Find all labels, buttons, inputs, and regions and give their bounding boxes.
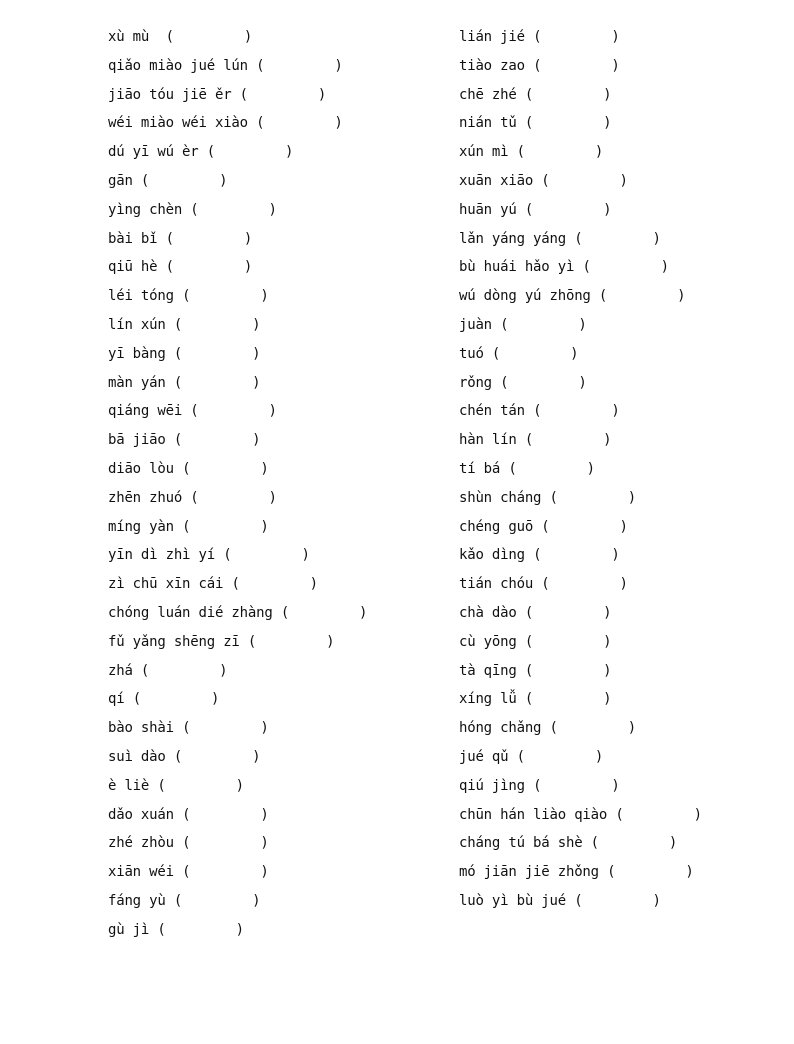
pinyin-item xyxy=(108,632,367,661)
open-paren: ( xyxy=(182,806,191,823)
close-paren: ) xyxy=(285,144,294,161)
close-paren: ) xyxy=(268,403,277,420)
open-paren: ( xyxy=(524,662,534,679)
pinyin-item xyxy=(108,373,367,402)
pinyin-text: yìng chèn xyxy=(108,201,183,218)
pinyin-text: chūn hán liào qiào xyxy=(459,806,608,823)
close-paren: ) xyxy=(652,230,661,247)
pinyin-item xyxy=(108,833,367,862)
open-paren: ( xyxy=(500,374,509,391)
open-paren: ( xyxy=(182,460,191,477)
open-paren: ( xyxy=(247,633,257,650)
pinyin-text: diāo lòu xyxy=(108,460,174,477)
close-paren: ) xyxy=(235,777,244,794)
close-paren: ) xyxy=(260,864,269,881)
close-paren: ) xyxy=(252,748,261,765)
close-paren: ) xyxy=(317,86,327,103)
pinyin-item xyxy=(108,344,367,373)
pinyin-item xyxy=(459,315,702,344)
open-paren: ( xyxy=(165,230,174,247)
pinyin-item xyxy=(459,545,702,574)
pinyin-text: è liè xyxy=(108,777,150,794)
open-paren: ( xyxy=(598,288,608,305)
open-paren: ( xyxy=(206,144,215,161)
pinyin-item xyxy=(108,661,367,690)
pinyin-text: yīn dì zhì yí xyxy=(108,547,215,564)
open-paren: ( xyxy=(491,345,501,362)
pinyin-text: tí bá xyxy=(459,460,501,477)
pinyin-text: xún mì xyxy=(459,144,509,161)
close-paren: ) xyxy=(594,144,604,161)
pinyin-item xyxy=(459,27,702,56)
close-paren: ) xyxy=(603,432,612,449)
close-paren: ) xyxy=(603,604,612,621)
pinyin-text: bào shài xyxy=(108,720,174,737)
close-paren: ) xyxy=(611,547,620,564)
open-paren: ( xyxy=(223,547,232,564)
open-paren: ( xyxy=(533,29,542,45)
close-paren: ) xyxy=(260,806,269,823)
pinyin-text: rǒng xyxy=(459,374,492,391)
pinyin-item xyxy=(108,113,367,142)
close-paren: ) xyxy=(252,432,261,449)
open-paren: ( xyxy=(182,835,191,852)
open-paren: ( xyxy=(524,86,534,103)
pinyin-text: shùn cháng xyxy=(459,489,542,506)
close-paren: ) xyxy=(619,172,628,189)
close-paren: ) xyxy=(359,604,368,621)
open-paren: ( xyxy=(533,57,542,74)
pinyin-item xyxy=(459,891,702,920)
close-paren: ) xyxy=(627,720,636,737)
open-paren: ( xyxy=(165,29,174,45)
close-paren: ) xyxy=(235,921,244,938)
close-paren: ) xyxy=(619,576,628,593)
pinyin-text: qiáng wēi xyxy=(108,403,183,420)
pinyin-item xyxy=(459,171,702,200)
close-paren: ) xyxy=(627,489,636,506)
open-paren: ( xyxy=(541,172,550,189)
pinyin-text: zhá xyxy=(108,662,133,679)
close-paren: ) xyxy=(685,864,694,881)
pinyin-item xyxy=(459,747,702,776)
pinyin-item xyxy=(459,257,702,286)
close-paren: ) xyxy=(252,316,261,333)
open-paren: ( xyxy=(524,633,534,650)
close-paren: ) xyxy=(570,345,579,362)
pinyin-item xyxy=(108,488,367,517)
pinyin-text: fǔ yǎng shēng zī xyxy=(108,633,240,650)
pinyin-text: yī bàng xyxy=(108,345,166,362)
pinyin-text: hàn lín xyxy=(459,432,517,449)
pinyin-item xyxy=(108,27,367,56)
pinyin-text: tiào zao xyxy=(459,57,525,74)
open-paren: ( xyxy=(574,230,583,247)
pinyin-item xyxy=(459,142,702,171)
open-paren: ( xyxy=(524,604,534,621)
pinyin-text: cù yōng xyxy=(459,633,517,650)
open-paren: ( xyxy=(516,748,525,765)
pinyin-text: chóng luán dié zhàng xyxy=(108,604,273,621)
close-paren: ) xyxy=(260,720,269,737)
open-paren: ( xyxy=(524,115,534,132)
open-paren: ( xyxy=(190,489,199,506)
pinyin-item xyxy=(108,517,367,546)
pinyin-item xyxy=(459,229,702,258)
close-paren: ) xyxy=(219,172,228,189)
pinyin-item xyxy=(108,142,367,171)
pinyin-text: dǎo xuán xyxy=(108,806,174,823)
close-paren: ) xyxy=(243,29,253,45)
open-paren: ( xyxy=(173,748,183,765)
open-paren: ( xyxy=(524,201,534,218)
pinyin-item xyxy=(459,401,702,430)
pinyin-text: kǎo dìng xyxy=(459,547,525,564)
close-paren: ) xyxy=(603,662,612,679)
pinyin-item xyxy=(108,401,367,430)
pinyin-text: hóng chǎng xyxy=(459,720,542,737)
pinyin-item xyxy=(459,632,702,661)
pinyin-text: bài bǐ xyxy=(108,230,158,247)
pinyin-text: mó jiān jiē zhǒng xyxy=(459,864,599,881)
close-paren: ) xyxy=(301,547,310,564)
pinyin-item xyxy=(108,200,367,229)
pinyin-text: chéng guō xyxy=(459,518,534,535)
close-paren: ) xyxy=(334,115,343,132)
pinyin-item xyxy=(108,718,367,747)
open-paren: ( xyxy=(541,576,550,593)
pinyin-item xyxy=(459,661,702,690)
close-paren: ) xyxy=(219,662,228,679)
close-paren: ) xyxy=(260,460,269,477)
close-paren: ) xyxy=(268,201,277,218)
pinyin-item xyxy=(459,689,702,718)
pinyin-text: qiǎo miào jué lún xyxy=(108,57,248,74)
pinyin-item xyxy=(108,85,367,114)
open-paren: ( xyxy=(173,316,183,333)
pinyin-item xyxy=(459,373,702,402)
pinyin-item xyxy=(108,257,367,286)
open-paren: ( xyxy=(157,921,166,938)
pinyin-item xyxy=(108,574,367,603)
pinyin-item xyxy=(108,545,367,574)
pinyin-item xyxy=(108,430,367,459)
pinyin-item xyxy=(459,776,702,805)
pinyin-text: gù jì xyxy=(108,921,150,938)
close-paren: ) xyxy=(603,201,612,218)
pinyin-text: chà dào xyxy=(459,604,517,621)
pinyin-text: lián jié xyxy=(459,29,525,45)
pinyin-item xyxy=(108,862,367,891)
close-paren: ) xyxy=(260,518,269,535)
close-paren: ) xyxy=(611,29,620,45)
close-paren: ) xyxy=(603,86,612,103)
open-paren: ( xyxy=(524,432,534,449)
pinyin-text: chē zhé xyxy=(459,86,517,103)
close-paren: ) xyxy=(268,489,277,506)
close-paren: ) xyxy=(611,403,620,420)
open-paren: ( xyxy=(615,806,624,823)
close-paren: ) xyxy=(252,345,261,362)
pinyin-text: chén tán xyxy=(459,403,525,420)
pinyin-text: tián chóu xyxy=(459,576,534,593)
open-paren: ( xyxy=(549,489,558,506)
pinyin-text: zì chū xīn cái xyxy=(108,576,224,593)
open-paren: ( xyxy=(173,345,183,362)
pinyin-item xyxy=(459,113,702,142)
open-paren: ( xyxy=(132,691,141,708)
pinyin-text: wú dòng yú zhōng xyxy=(459,288,591,305)
pinyin-item xyxy=(108,689,367,718)
pinyin-text: huān yú xyxy=(459,201,517,218)
close-paren: ) xyxy=(668,835,678,852)
open-paren: ( xyxy=(165,259,174,276)
close-paren: ) xyxy=(603,115,612,132)
close-paren: ) xyxy=(594,748,604,765)
open-paren: ( xyxy=(256,115,265,132)
close-paren: ) xyxy=(660,259,669,276)
pinyin-item xyxy=(459,459,702,488)
pinyin-text: xuān xiāo xyxy=(459,172,534,189)
pinyin-text: lǎn yáng yáng xyxy=(459,230,566,247)
right-column xyxy=(459,27,702,920)
open-paren: ( xyxy=(582,259,591,276)
close-paren: ) xyxy=(652,892,661,909)
pinyin-item xyxy=(108,315,367,344)
pinyin-item xyxy=(108,747,367,776)
open-paren: ( xyxy=(173,432,183,449)
close-paren: ) xyxy=(619,518,628,535)
open-paren: ( xyxy=(231,576,240,593)
open-paren: ( xyxy=(140,172,150,189)
pinyin-text: màn yán xyxy=(108,374,166,391)
pinyin-item xyxy=(459,833,702,862)
pinyin-text: juàn xyxy=(459,316,492,333)
pinyin-item xyxy=(108,776,367,805)
close-paren: ) xyxy=(578,374,587,391)
open-paren: ( xyxy=(607,864,616,881)
pinyin-text: xù mù xyxy=(108,29,158,45)
close-paren: ) xyxy=(252,892,261,909)
close-paren: ) xyxy=(603,691,612,708)
pinyin-item xyxy=(108,805,367,834)
open-paren: ( xyxy=(508,460,517,477)
pinyin-item xyxy=(108,171,367,200)
pinyin-item xyxy=(108,891,367,920)
open-paren: ( xyxy=(256,57,265,74)
pinyin-text: tà qīng xyxy=(459,662,517,679)
open-paren: ( xyxy=(157,777,166,794)
pinyin-text: nián tǔ xyxy=(459,115,517,132)
open-paren: ( xyxy=(500,316,509,333)
open-paren: ( xyxy=(280,604,290,621)
open-paren: ( xyxy=(173,374,183,391)
pinyin-text: zhé zhòu xyxy=(108,835,174,852)
open-paren: ( xyxy=(549,720,558,737)
pinyin-item xyxy=(459,805,702,834)
open-paren: ( xyxy=(182,518,191,535)
pinyin-item xyxy=(459,430,702,459)
close-paren: ) xyxy=(243,230,253,247)
pinyin-item xyxy=(459,862,702,891)
close-paren: ) xyxy=(252,374,261,391)
pinyin-item xyxy=(108,920,367,949)
pinyin-text: luò yì bù jué xyxy=(459,892,566,909)
pinyin-text: suì dào xyxy=(108,748,166,765)
pinyin-item xyxy=(108,459,367,488)
pinyin-item xyxy=(108,286,367,315)
open-paren: ( xyxy=(190,403,199,420)
pinyin-text: fáng yù xyxy=(108,892,166,909)
pinyin-item xyxy=(459,517,702,546)
open-paren: ( xyxy=(239,86,248,103)
pinyin-text: zhēn zhuó xyxy=(108,489,183,506)
pinyin-item xyxy=(108,603,367,632)
close-paren: ) xyxy=(611,777,620,794)
pinyin-item xyxy=(459,56,702,85)
pinyin-text: bā jiāo xyxy=(108,432,166,449)
open-paren: ( xyxy=(533,547,542,564)
close-paren: ) xyxy=(677,288,686,305)
close-paren: ) xyxy=(578,316,587,333)
close-paren: ) xyxy=(693,806,702,823)
close-paren: ) xyxy=(611,57,620,74)
pinyin-text: jiāo tóu jiē ěr xyxy=(108,86,232,103)
close-paren: ) xyxy=(334,57,343,74)
pinyin-item xyxy=(108,229,367,258)
close-paren: ) xyxy=(603,633,612,650)
pinyin-text: míng yàn xyxy=(108,518,174,535)
open-paren: ( xyxy=(533,403,542,420)
pinyin-text: xiān wéi xyxy=(108,864,174,881)
pinyin-item xyxy=(459,344,702,373)
pinyin-item xyxy=(459,603,702,632)
pinyin-item xyxy=(108,56,367,85)
close-paren: ) xyxy=(243,259,253,276)
pinyin-text: qí xyxy=(108,691,125,708)
open-paren: ( xyxy=(533,777,542,794)
close-paren: ) xyxy=(260,835,269,852)
pinyin-text: jué qǔ xyxy=(459,748,509,765)
pinyin-text: léi tóng xyxy=(108,288,174,305)
close-paren: ) xyxy=(210,691,220,708)
pinyin-text: wéi miào wéi xiào xyxy=(108,115,248,132)
open-paren: ( xyxy=(182,288,191,305)
open-paren: ( xyxy=(590,835,599,852)
pinyin-item xyxy=(459,574,702,603)
pinyin-item xyxy=(459,718,702,747)
pinyin-item xyxy=(459,200,702,229)
open-paren: ( xyxy=(574,892,583,909)
pinyin-text: dú yī wú èr xyxy=(108,144,199,161)
open-paren: ( xyxy=(516,144,525,161)
open-paren: ( xyxy=(140,662,150,679)
pinyin-item xyxy=(459,85,702,114)
pinyin-item xyxy=(459,488,702,517)
close-paren: ) xyxy=(309,576,318,593)
open-paren: ( xyxy=(182,720,191,737)
open-paren: ( xyxy=(524,691,534,708)
pinyin-text: lín xún xyxy=(108,316,166,333)
close-paren: ) xyxy=(260,288,269,305)
open-paren: ( xyxy=(190,201,199,218)
open-paren: ( xyxy=(182,864,191,881)
left-column xyxy=(108,27,367,949)
close-paren: ) xyxy=(586,460,595,477)
open-paren: ( xyxy=(173,892,183,909)
close-paren: ) xyxy=(326,633,335,650)
pinyin-text: qiú jìng xyxy=(459,777,525,794)
pinyin-text: xíng lǚ xyxy=(459,691,517,708)
pinyin-text: cháng tú bá shè xyxy=(459,835,583,852)
pinyin-text: bù huái hǎo yì xyxy=(459,259,575,276)
open-paren: ( xyxy=(541,518,550,535)
pinyin-text: gān xyxy=(108,172,133,189)
pinyin-text: tuó xyxy=(459,345,484,362)
pinyin-text: qiū hè xyxy=(108,259,158,276)
pinyin-item xyxy=(459,286,702,315)
